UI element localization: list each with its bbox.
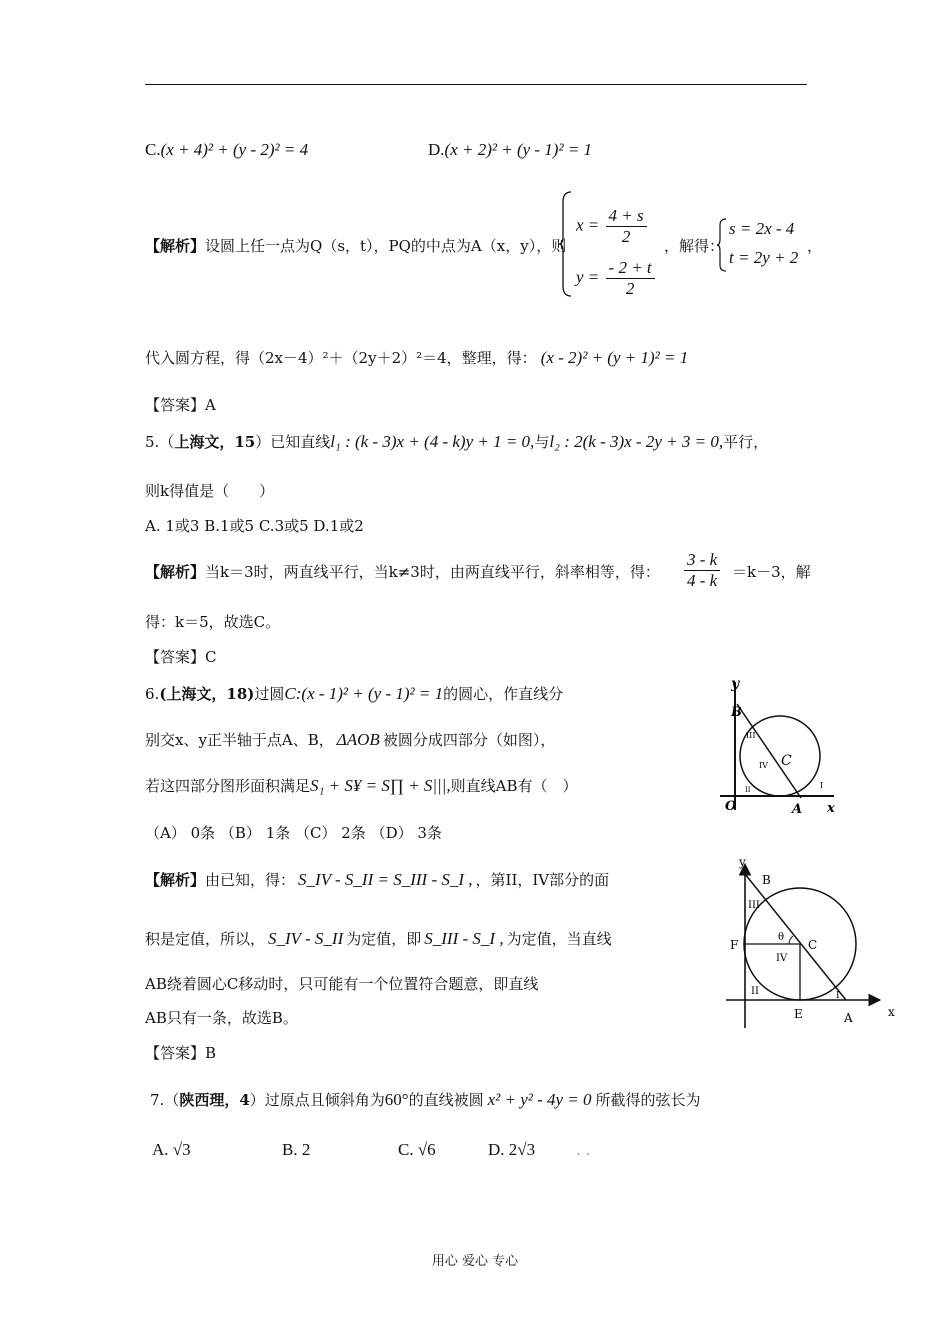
fig1-label-ii: II xyxy=(745,786,751,794)
question-6-line2: 别交x、y正半轴于点A、B， ΔAOB 被圆分成四部分（如图）， xyxy=(145,730,556,749)
analysis-5-end: ＝k－3，解 xyxy=(732,563,811,581)
figure-2 xyxy=(718,852,908,1030)
fig2-line-ab xyxy=(745,874,846,1000)
fig1-label-y: y xyxy=(731,676,740,692)
option-c: C.(x + 4)² + (y - 2)² = 4 xyxy=(145,140,309,159)
fig2-label-theta: θ xyxy=(778,932,785,943)
fig2-label-b: B xyxy=(762,873,771,887)
system2-comma: ， xyxy=(807,237,823,255)
fig2-label-iii: III xyxy=(748,900,760,911)
analysis-6: 【解析】由已知，得： S_IV - S_II = S_III - S_I , ，第II，IV部分的面 xyxy=(145,870,610,889)
question-6: 6.(上海文，18)过圆C:(x - 1)² + (y - 1)² = 1的圆心，作直线分 xyxy=(145,684,564,703)
analysis-6-line2: 积是定值，所以， S_IV - S_II 为定值，即 S_III - S_I , 为定值，当直线 xyxy=(145,929,612,948)
fig1-label-iii: III xyxy=(746,731,756,740)
fig1-label-o: O xyxy=(725,799,737,814)
analysis-6-line3: AB绕着圆心C移动时，只可能有一个位置符合题意，即直线 xyxy=(145,975,539,993)
q7-dots: . . xyxy=(576,1141,591,1159)
fig1-circle xyxy=(740,716,820,796)
fig1-label-b: B xyxy=(731,705,742,720)
analysis-4: 【解析】设圆上任一点为Q（s，t），PQ的中点为A（x，y），则 xyxy=(145,237,567,255)
fig1-label-a: A xyxy=(792,802,803,817)
figure-1 xyxy=(712,670,847,820)
question-6-options: （A） 0条 （B） 1条 （C） 2条 （D） 3条 xyxy=(145,824,442,842)
q7-option-c: C. √6 xyxy=(398,1140,436,1159)
question-7: 7.（陕西理，4）过原点且倾斜角为60°的直线被圆 x² + y² - 4y = 0 所截得的弦长为 xyxy=(150,1090,701,1109)
option-d: D.(x + 2)² + (y - 1)² = 1 xyxy=(428,140,593,159)
fig1-label-i: I xyxy=(820,781,824,790)
question-5: 5.（上海文，15）已知直线l₁ : (k - 3)x + (4 - k)y + 1 = 0,与l₂ : 2(k - 3)x - 2y + 3 = 0,平行， xyxy=(145,432,769,451)
q7-option-b: B. 2 xyxy=(282,1140,311,1159)
analysis-6-line4: AB只有一条，故选B。 xyxy=(145,1009,298,1027)
fig2-angle-arc xyxy=(789,936,793,944)
page-footer: 用心 爱心 专心 xyxy=(431,1254,519,1269)
question-5-options: A. 1或3 B.1或5 C.3或5 D.1或2 xyxy=(145,517,364,535)
question-5-stem: 则k得值是（ ） xyxy=(145,482,275,500)
fig1-label-c: C xyxy=(781,753,792,769)
left-brace-1 xyxy=(558,190,574,298)
fig2-label-f: F xyxy=(730,938,739,952)
fig2-label-ii: II xyxy=(751,986,759,997)
fig2-label-a: A xyxy=(844,1011,853,1025)
left-brace-2 xyxy=(716,218,728,272)
fig2-label-x: x xyxy=(888,1005,895,1019)
fig1-label-x: x xyxy=(827,801,835,816)
answer-5: 【答案】C xyxy=(145,648,217,666)
answer-4: 【答案】A xyxy=(145,396,216,414)
system2-s: s = 2x - 4 xyxy=(729,219,795,238)
fig1-label-iv: IV xyxy=(759,761,768,770)
q7-option-d: D. 2√3 xyxy=(488,1140,536,1159)
system2-t: t = 2y + 2 xyxy=(729,248,799,267)
fig2-label-e: E xyxy=(794,1007,803,1021)
fig2-label-i: I xyxy=(836,991,840,1001)
slope-fraction: $\frac{3 - k}{4 - k}$ xyxy=(684,550,720,591)
fig2-label-iv: IV xyxy=(776,953,788,964)
header-rule xyxy=(145,84,807,85)
analysis-5-result: 得：k＝5，故选C。 xyxy=(145,613,281,631)
q7-option-a: A. √3 xyxy=(152,1140,191,1159)
question-6-line3: 若这四部分图形面积满足S₁ + S¥ = S∏ + S|||,则直线AB有（ ） xyxy=(145,776,578,795)
fig2-label-y: y xyxy=(739,855,746,869)
system1-x: x = $\frac{4 + s}{2}$ xyxy=(576,206,647,247)
solve-text: ，解得： xyxy=(664,237,725,255)
answer-6: 【答案】B xyxy=(145,1044,217,1062)
substitution-line: 代入圆方程，得（2x－4）²＋（2y＋2）²＝4，整理，得： (x - 2)² + (y + 1)² = 1 xyxy=(145,348,689,367)
analysis-5: 【解析】当k＝3时，两直线平行，当k≠3时，由两直线平行，斜率相等，得： xyxy=(145,563,660,581)
fig2-label-c: C xyxy=(808,938,818,952)
system1-y: y = $\frac{- 2 + t}{2}$ xyxy=(576,258,655,299)
